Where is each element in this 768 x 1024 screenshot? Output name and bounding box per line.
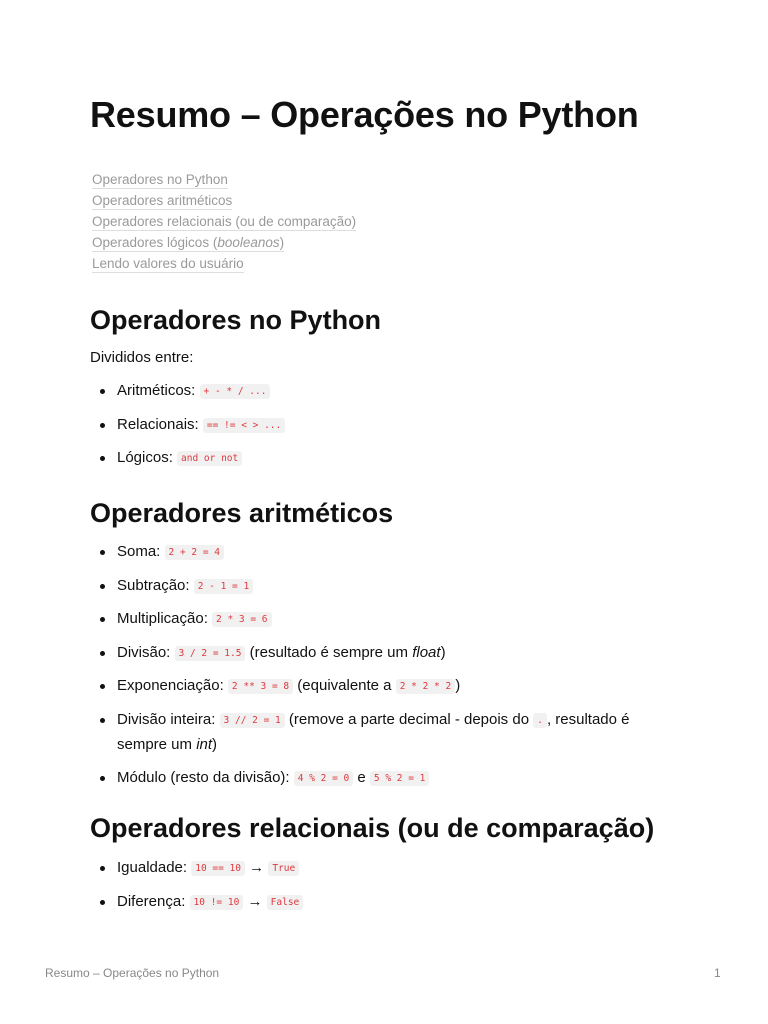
page-title: Resumo – Operações no Python (90, 94, 639, 135)
list-item-multiplicacao (117, 607, 680, 632)
list-item (117, 446, 680, 471)
code-snippet: 2 ** 3 = 8 (228, 679, 293, 694)
item-note: e (353, 768, 370, 786)
toc-link-logicos-close: ) (279, 235, 285, 250)
item-label: Multiplicação: (117, 610, 213, 628)
toc-item (92, 213, 356, 234)
item-label: Módulo (resto da divisão): (117, 768, 294, 786)
item-label: Aritméticos: (117, 382, 200, 399)
list-item (117, 413, 680, 438)
list-item-exponenciacao (117, 674, 680, 699)
list-item-divisao-inteira (117, 708, 680, 757)
item-note: (equivalente a (293, 677, 396, 695)
page-number: 1 (714, 966, 721, 980)
list-item-divisao (117, 641, 680, 666)
section-heading-operadores: Operadores no Python (90, 305, 382, 335)
item-label: Igualdade: (117, 859, 192, 876)
code-snippet: + - * / ... (200, 384, 271, 399)
code-snippet: 2 * 3 = 6 (212, 612, 271, 627)
arrow-icon: → (245, 859, 269, 876)
item-emphasis: int (196, 735, 213, 753)
code-snippet: == != < > ... (203, 418, 285, 433)
item-label: Exponenciação: (117, 677, 228, 695)
item-label: Divisão inteira: (117, 710, 220, 728)
item-label: Divisão: (117, 643, 175, 661)
toc-item (92, 192, 356, 213)
toc-item (92, 255, 356, 276)
code-snippet: . (533, 713, 547, 728)
section-heading-aritmeticos: Operadores aritméticos (90, 498, 394, 528)
toc-item (92, 234, 356, 255)
code-result: False (267, 895, 304, 910)
item-note: (resultado é sempre um (245, 643, 413, 661)
arithmetic-list (90, 540, 680, 799)
relational-list (90, 856, 680, 923)
item-label: Subtração: (117, 576, 194, 594)
code-snippet: 10 == 10 (191, 861, 245, 876)
code-snippet: 3 / 2 = 1.5 (175, 646, 246, 661)
section-intro: Divididos entre: (90, 349, 194, 366)
toc-link-lendo-valores[interactable]: Lendo valores do usuário (92, 256, 244, 271)
code-result: True (268, 861, 299, 876)
toc-link-relacionais[interactable]: Operadores relacionais (ou de comparação) (92, 214, 357, 229)
item-close: ) (455, 677, 461, 695)
section-heading-relacionais: Operadores relacionais (ou de comparação) (90, 813, 655, 843)
list-item (117, 379, 680, 404)
code-snippet: and or not (177, 451, 242, 466)
toc-link-logicos[interactable] (92, 235, 284, 252)
list-item-igualdade (117, 856, 680, 881)
arrow-icon: → (243, 892, 267, 910)
code-snippet: 2 + 2 = 4 (165, 545, 224, 560)
item-label: Lógicos: (117, 449, 178, 467)
item-close: ) (440, 643, 446, 661)
code-snippet: 3 // 2 = 1 (220, 713, 285, 728)
item-note: , resultado é sempre um (117, 710, 630, 753)
toc-link-aritmeticos[interactable]: Operadores aritméticos (92, 193, 233, 208)
item-emphasis: float (412, 643, 441, 661)
list-item-modulo (117, 766, 680, 791)
item-note: (remove a parte decimal - depois do (284, 710, 534, 728)
table-of-contents (92, 171, 356, 276)
item-close: ) (212, 735, 218, 753)
footer-title: Resumo – Operações no Python (45, 966, 220, 980)
list-item-diferenca (117, 890, 680, 915)
item-label: Diferença: (117, 892, 190, 910)
toc-item (92, 171, 356, 192)
code-snippet: 2 * 2 * 2 (396, 679, 455, 694)
item-label: Relacionais: (117, 415, 203, 433)
item-label: Soma: (117, 543, 165, 560)
toc-link-operadores[interactable]: Operadores no Python (92, 172, 228, 187)
code-snippet: 10 != 10 (190, 895, 244, 910)
list-item-soma (117, 540, 680, 565)
code-snippet: 2 - 1 = 1 (194, 579, 253, 594)
toc-link-logicos-em: booleanos (217, 235, 280, 250)
list-item-subtracao (117, 574, 680, 599)
code-snippet: 5 % 2 = 1 (370, 771, 429, 786)
code-snippet: 4 % 2 = 0 (294, 771, 353, 786)
toc-link-logicos-text: Operadores lógicos ( (92, 235, 218, 250)
operator-type-list (90, 379, 680, 480)
